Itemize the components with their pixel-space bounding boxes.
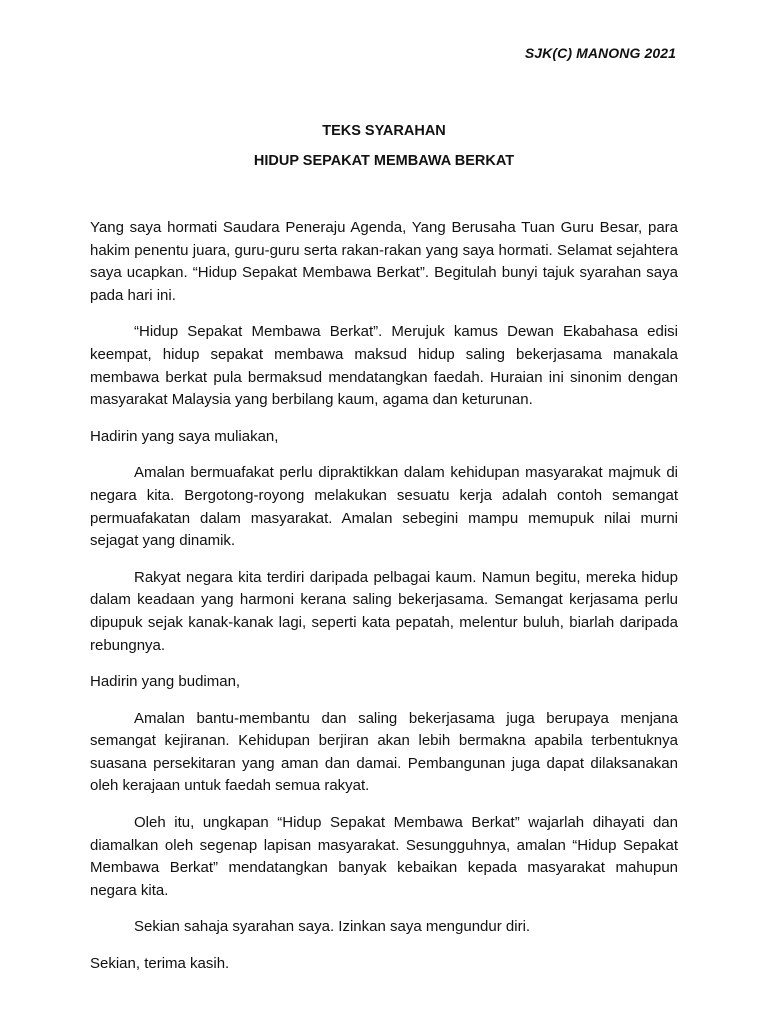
thanks-line: Sekian, terima kasih. [90,955,230,973]
speech-body [90,217,678,990]
greeting-line: Hadirin yang saya muliakan, [90,427,279,445]
harmony-paragraph: Rakyat negara kita terdiri daripada pelbagai kaum. Namun begitu, mereka hidup dalam keadaan yang harmoni kerana saling bekerjasama. Semangat kerjasama perlu dipupuk sejak kanak-kanak lagi, seperti kata pepatah, melentur buluh, biarlah daripada rebungnya. [90,568,678,654]
definition-paragraph: “Hidup Sepakat Membawa Berkat”. Merujuk kamus Dewan Ekabahasa edisi keempat, hidup sepakat membawa maksud hidup saling bekerjasama manakala membawa berkat pula bermaksud mendatangkan faedah. Huraian ini sinonim dengan masyarakat Malaysia yang berbilang kaum, agama dan keturunan. [90,323,678,409]
closing-line: Sekian sahaja syarahan saya. Izinkan saya mengundur diri. [134,918,531,936]
speech-title: HIDUP SEPAKAT MEMBAWA BERKAT [253,153,515,169]
document-type-title: TEKS SYARAHAN [322,123,446,139]
school-header: SJK(C) MANONG 2021 [524,45,676,61]
neighbourhood-paragraph: Amalan bantu-membantu dan saling bekerjasama juga berupaya menjana semangat kejiranan. Kehidupan berjiran akan lebih bermakna apabila terbentuknya suasana persekitaran yang aman dan damai. Pembangunan juga dapat dilaksanakan oleh kerajaan untuk faedah semua rakyat. [90,709,678,795]
conclusion-paragraph: Oleh itu, ungkapan “Hidup Sepakat Membawa Berkat” wajarlah dihayati dan diamalkan oleh segenap lapisan masyarakat. Sesungguhnya, amalan “Hidup Sepakat Membawa Berkat” mendatangkan banyak kebaikan kepada masyarakat mahupun negara kita. [90,814,678,899]
greeting-line-2: Hadirin yang budiman, [90,673,241,691]
cooperation-paragraph: Amalan bermuafakat perlu dipraktikkan dalam kehidupan masyarakat majmuk di negara kita. Bergotong-royong melakukan sesuatu kerja adalah contoh semangat permuafakatan dalam masyarakat. Amalan sebegini mampu memupuk nilai murni sejagat yang dinamik. [90,464,678,550]
opening-paragraph: Yang saya hormati Saudara Peneraju Agenda, Yang Berusaha Tuan Guru Besar, para hakim penentu juara, guru-guru serta rakan-rakan yang saya hormati. Selamat sejahtera saya ucapkan. “Hidup Sepakat Membawa Berkat”. Begitulah bunyi tajuk syarahan saya pada hari ini. [90,219,678,304]
